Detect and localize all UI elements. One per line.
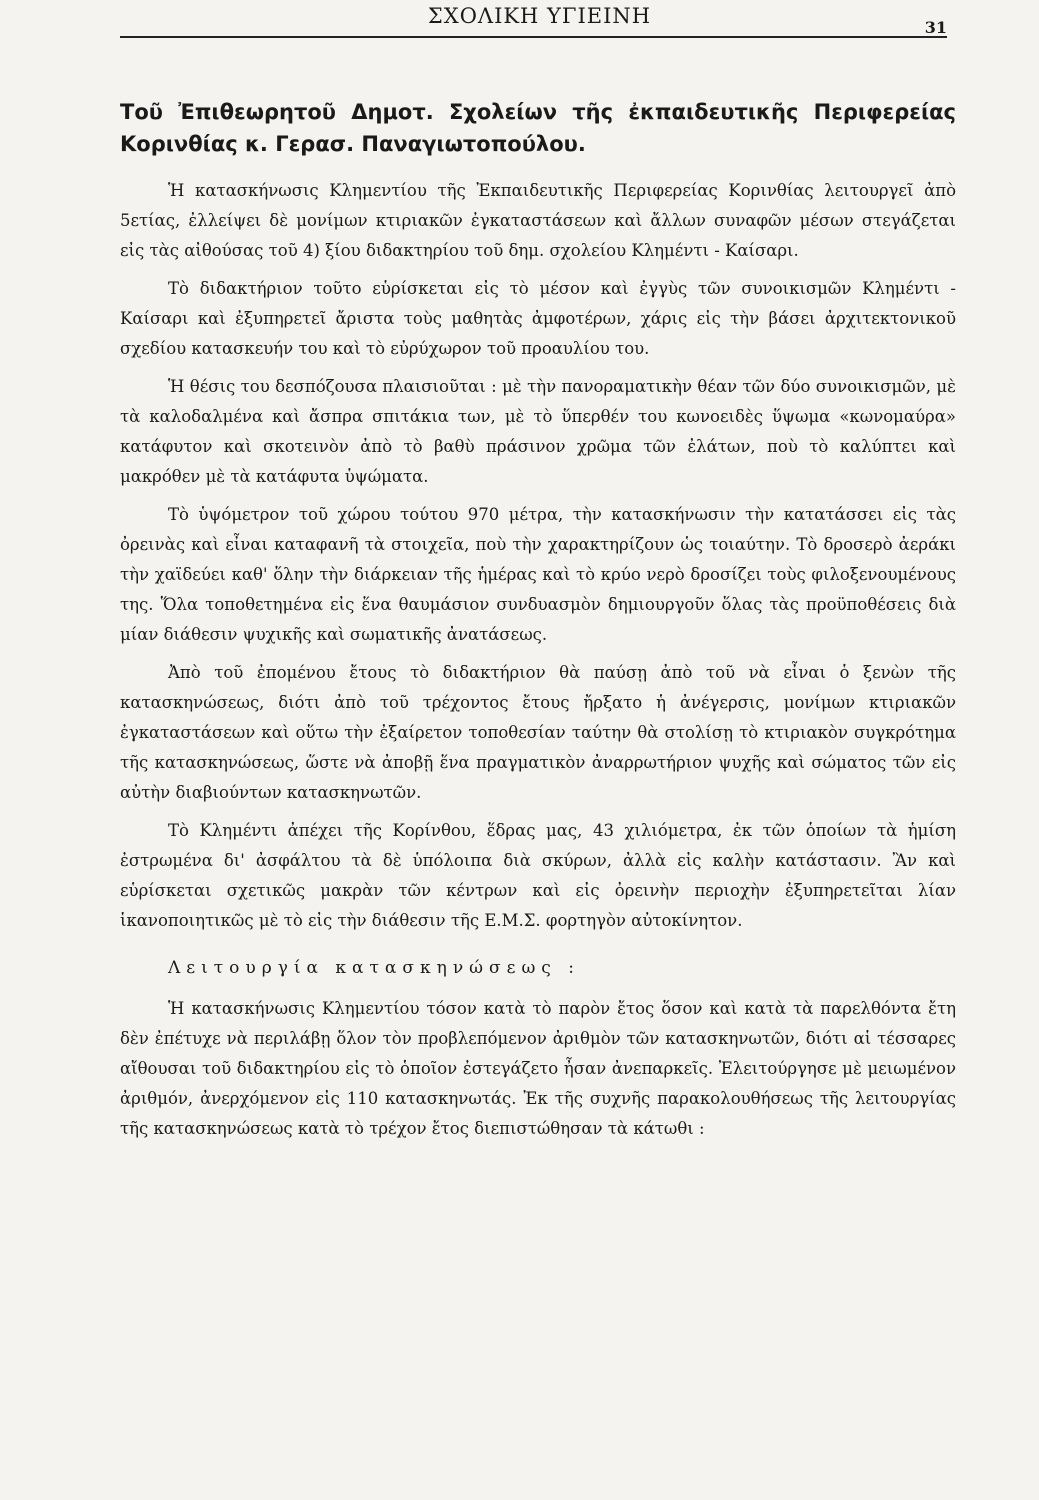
- page-number: 31: [924, 18, 947, 37]
- article-heading: Τοῦ Ἐπιθεωρητοῦ Δημοτ. Σχολείων τῆς ἐκπαιδευτικῆς Περιφερείας Κορινθίας κ. Γερασ. Παναγιωτοπούλου.: [120, 100, 956, 156]
- running-title: ΣΧΟΛΙΚΗ ΥΓΙΕΙΝΗ: [427, 4, 652, 28]
- paragraph: Ἡ θέσις του δεσπόζουσα πλαισιοῦται : μὲ τὴν πανοραματικὴν θέαν τῶν δύο συνοικισμῶν, μὲ τὰ καλοδαλμένα καὶ ἄσπρα σπιτάκια των, μὲ τὸ ὕπερθέν του κωνοειδὲς ὕψωμα «κωνομαύρα» κατάφυτον καὶ σκοτεινὸν ἀπὸ τὸ βαθὺ πράσινον χρῶμα τῶν ἐλάτων, ποὺ τὸ καλύπτει καὶ μακρόθεν μὲ τὰ κατάφυτα ὑψώματα.: [120, 377, 956, 486]
- paragraph: Ἀπὸ τοῦ ἐπομένου ἔτους τὸ διδακτήριον θὰ παύσῃ ἀπὸ τοῦ νὰ εἶναι ὁ ξενὼν τῆς κατασκηνώσεως, διότι ἀπὸ τοῦ τρέχοντος ἔτους ἤρξατο ἡ ἀνέγερσις, μονίμων κτιριακῶν ἐγκαταστάσεων καὶ οὕτω τὴν ἐξαίρετον τοποθεσίαν ταύτην θὰ στολίσῃ τὸ κτιριακὸν συγκρότημα τῆς κατασκηνώσεως, ὥστε νὰ ἀποβῇ ἕνα πραγματικὸν ἀναρρωτήριον ψυχῆς καὶ σώματος τῶν εἰς αὐτὴν διαβιούντων κατασκηνωτῶν.: [120, 663, 956, 802]
- header-rule: [120, 36, 947, 38]
- article-body: [120, 96, 956, 1152]
- paragraph: Ἡ κατασκήνωσις Κλημεντίου τόσον κατὰ τὸ παρὸν ἔτος ὅσον καὶ κατὰ τὰ παρελθόντα ἔτη δὲν ἐπέτυχε νὰ περιλάβῃ ὅλον τὸν προβλεπόμενον ἀριθμὸν τῶν κατασκηνωτῶν, διότι αἱ τέσσαρες αἴθουσαι τοῦ διδακτηρίου εἰς τὸ ὁποῖον ἐστεγάζετο ἦσαν ἀνεπαρκεῖς. Ἐλειτούργησε μὲ μειωμένον ἀριθμόν, ἀνερχόμενον εἰς 110 κατασκηνωτάς. Ἐκ τῆς συχνῆς παρακολουθήσεως τῆς λειτουργίας τῆς κατασκηνώσεως κατὰ τὸ τρέχον ἔτος διεπιστώθησαν τὰ κάτωθι :: [120, 999, 956, 1138]
- paragraph: Τὸ διδακτήριον τοῦτο εὑρίσκεται εἰς τὸ μέσον καὶ ἐγγὺς τῶν συνοικισμῶν Κλημέντι - Καίσαρι καὶ ἐξυπηρετεῖ ἄριστα τοὺς μαθητὰς ἀμφοτέρων, χάρις εἰς τὴν βάσει ἀρχιτεκτονικοῦ σχεδίου κατασκευήν του καὶ τὸ εὐρύχωρον τοῦ προαυλίου του.: [120, 279, 956, 358]
- section-title: Λειτουργία κατασκηνώσεως :: [168, 958, 580, 978]
- paragraph: Τὸ ὑψόμετρον τοῦ χώρου τούτου 970 μέτρα, τὴν κατασκήνωσιν τὴν κατατάσσει εἰς τὰς ὀρεινὰς καὶ εἶναι καταφανῆ τὰ στοιχεῖα, ποὺ τὴν χαρακτηρίζουν ὡς τοιαύτην. Τὸ δροσερὸ ἀεράκι τὴν χαϊδεύει καθ' ὅλην τὴν διάρκειαν τῆς ἡμέρας καὶ τὸ κρύο νερὸ δροσίζει τοὺς φιλοξενουμένους της. Ὅλα τοποθετημένα εἰς ἕνα θαυμάσιον συνδυασμὸν δημιουργοῦν ὅλας τὰς προϋποθέσεις διὰ μίαν διάθεσιν ψυχικῆς καὶ σωματικῆς ἀνατάσεως.: [120, 505, 956, 644]
- paragraph: Ἡ κατασκήνωσις Κλημεντίου τῆς Ἐκπαιδευτικῆς Περιφερείας Κορινθίας λειτουργεῖ ἀπὸ 5ετίας, ἐλλείψει δὲ μονίμων κτιριακῶν ἐγκαταστάσεων καὶ ἄλλων συναφῶν μέσων στεγάζεται εἰς τὰς αἰθούσας τοῦ 4) ξίου διδακτηρίου τοῦ δημ. σχολείου Κλημέντι - Καίσαρι.: [120, 181, 956, 260]
- paragraph: Τὸ Κλημέντι ἀπέχει τῆς Κορίνθου, ἕδρας μας, 43 χιλιόμετρα, ἐκ τῶν ὁποίων τὰ ἡμίση ἐστρωμένα δι' ἀσφάλτου τὰ δὲ ὑπόλοιπα διὰ σκύρων, ἀλλὰ εἰς καλὴν κατάστασιν. Ἂν καὶ εὑρίσκεται σχετικῶς μακρὰν τῶν κέντρων καὶ εἰς ὀρεινὴν περιοχὴν ἐξυπηρετεῖται λίαν ἱκανοποιητικῶς μὲ τὸ εἰς τὴν διάθεσιν τῆς Ε.Μ.Σ. φορτηγὸν αὐτοκίνητον.: [120, 821, 956, 930]
